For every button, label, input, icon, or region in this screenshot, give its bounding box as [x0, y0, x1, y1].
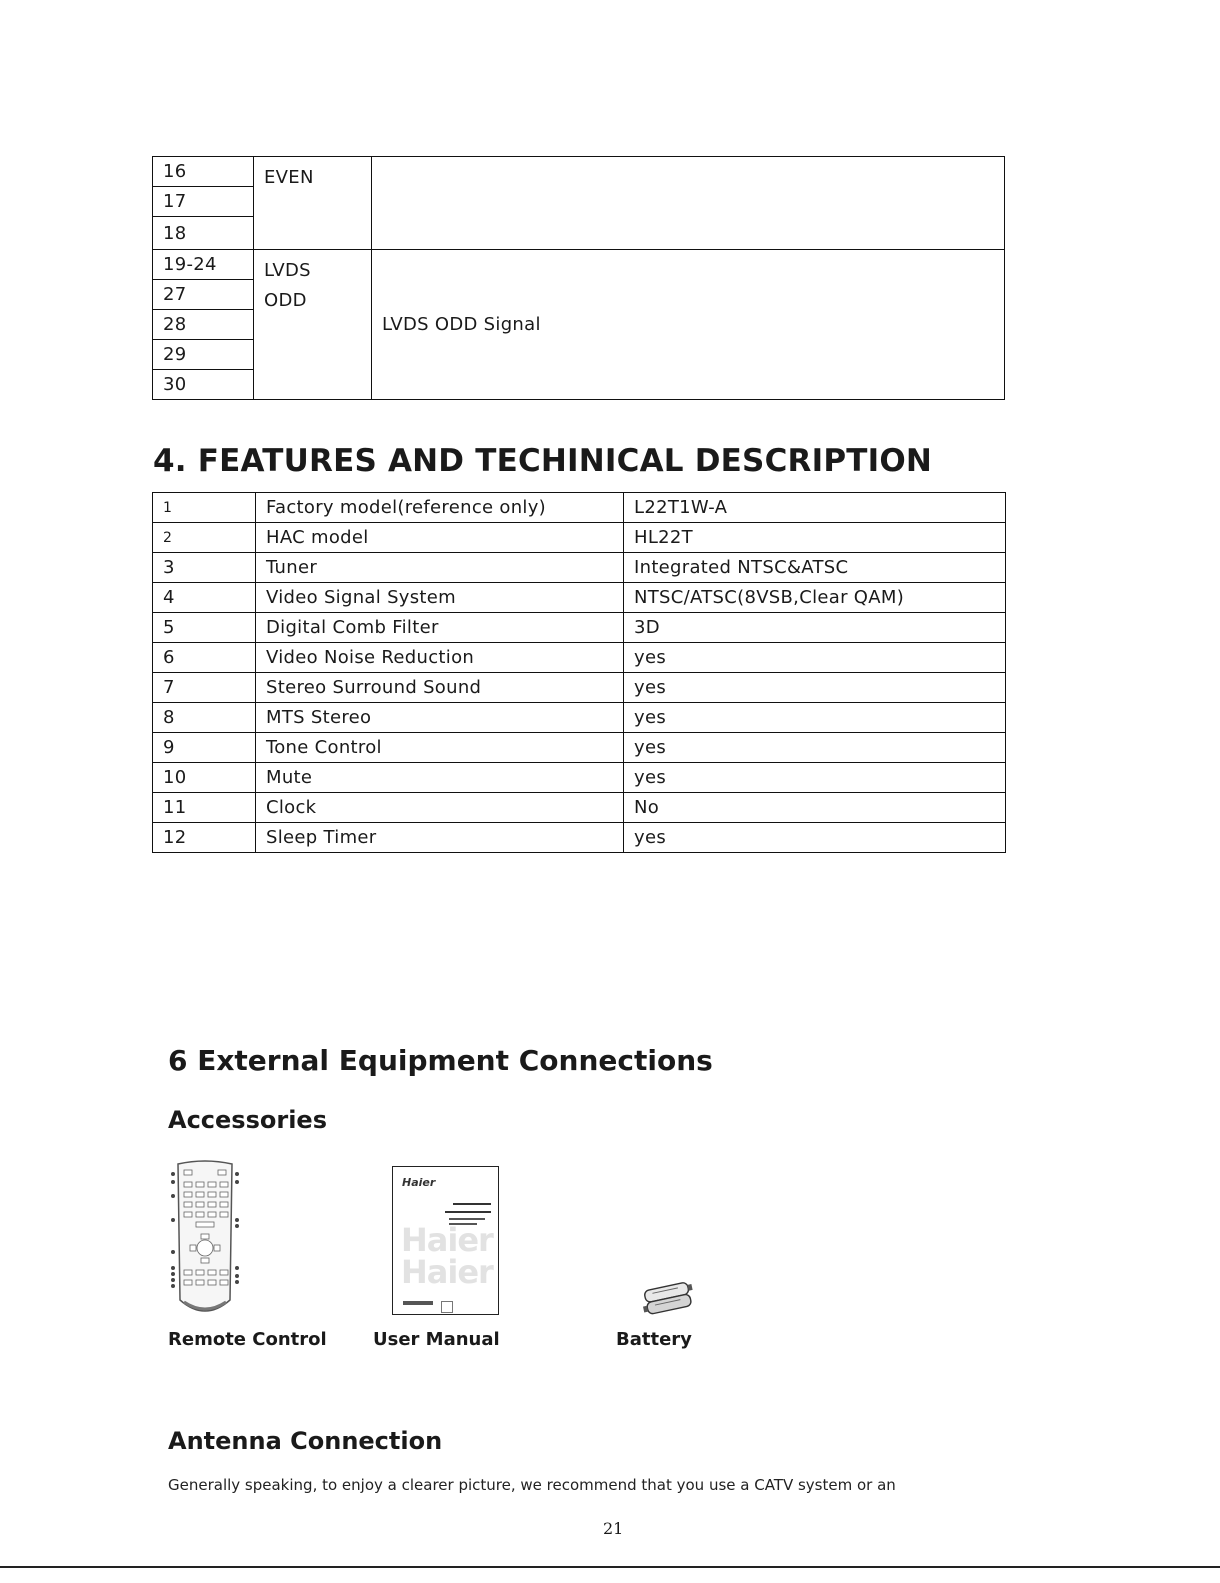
feature-name: Clock — [256, 793, 624, 823]
battery-caption: Battery — [616, 1329, 692, 1350]
features-heading: 4. FEATURES AND TECHINICAL DESCRIPTION — [153, 443, 933, 479]
feature-number: 8 — [153, 703, 256, 733]
manual-brand-small: Haier — [402, 1176, 436, 1189]
table-row — [153, 823, 1006, 853]
table-row — [153, 643, 1006, 673]
feature-name: Tuner — [256, 553, 624, 583]
user-manual-icon — [392, 1166, 499, 1315]
table-row — [153, 763, 1006, 793]
feature-value: yes — [624, 673, 1006, 703]
table-row — [153, 733, 1006, 763]
feature-name: Digital Comb Filter — [256, 613, 624, 643]
external-connections-heading: 6 External Equipment Connections — [168, 1044, 713, 1077]
feature-number: 11 — [153, 793, 256, 823]
feature-value: Integrated NTSC&ATSC — [624, 553, 1006, 583]
feature-name: Tone Control — [256, 733, 624, 763]
remote-control-caption: Remote Control — [168, 1329, 327, 1350]
feature-number: 4 — [153, 583, 256, 613]
table-row — [153, 553, 1006, 583]
feature-name: HAC model — [256, 523, 624, 553]
feature-name: Sleep Timer — [256, 823, 624, 853]
table-row — [153, 523, 1006, 553]
pin-assignment-table — [152, 156, 1005, 400]
feature-name: Factory model(reference only) — [256, 493, 624, 523]
feature-name: Mute — [256, 763, 624, 793]
feature-name: Stereo Surround Sound — [256, 673, 624, 703]
pin-number: 28 — [153, 310, 254, 340]
table-row — [153, 157, 1005, 187]
page-bottom-rule — [0, 1566, 1220, 1568]
accessories-heading: Accessories — [168, 1106, 327, 1134]
feature-value: L22T1W-A — [624, 493, 1006, 523]
feature-value: yes — [624, 763, 1006, 793]
feature-number: 3 — [153, 553, 256, 583]
feature-name: Video Signal System — [256, 583, 624, 613]
feature-value: yes — [624, 643, 1006, 673]
feature-value: NTSC/ATSC(8VSB,Clear QAM) — [624, 583, 1006, 613]
antenna-heading: Antenna Connection — [168, 1427, 443, 1455]
feature-number: 7 — [153, 673, 256, 703]
antenna-paragraph: Generally speaking, to enjoy a clearer picture, we recommend that you use a CATV system or an — [168, 1476, 896, 1494]
table-row — [153, 493, 1006, 523]
manual-footer-box — [441, 1301, 453, 1313]
table-row — [153, 613, 1006, 643]
pin-number: 29 — [153, 340, 254, 370]
pin-number: 18 — [153, 217, 254, 250]
pin-group-label: LVDS ODD — [254, 250, 372, 400]
features-table-body — [153, 493, 1006, 853]
user-manual-caption: User Manual — [373, 1329, 500, 1350]
table-row — [153, 793, 1006, 823]
feature-value: HL22T — [624, 523, 1006, 553]
manual-line — [453, 1203, 491, 1205]
table-row — [153, 583, 1006, 613]
manual-brand-watermark: Haier — [401, 1221, 493, 1259]
feature-number: 6 — [153, 643, 256, 673]
manual-footer-mark — [403, 1301, 433, 1305]
pin-number: 19-24 — [153, 250, 254, 280]
pin-number: 30 — [153, 370, 254, 400]
feature-name: Video Noise Reduction — [256, 643, 624, 673]
feature-value: yes — [624, 823, 1006, 853]
feature-number: 10 — [153, 763, 256, 793]
pin-number: 27 — [153, 280, 254, 310]
feature-value: yes — [624, 703, 1006, 733]
pin-group-label: EVEN — [254, 157, 372, 250]
feature-name: MTS Stereo — [256, 703, 624, 733]
feature-value: 3D — [624, 613, 1006, 643]
feature-number: 5 — [153, 613, 256, 643]
feature-value: No — [624, 793, 1006, 823]
page-number: 21 — [603, 1519, 624, 1538]
manual-line — [449, 1218, 485, 1220]
manual-brand-watermark: Haier — [401, 1253, 493, 1291]
table-row — [153, 703, 1006, 733]
table-row — [153, 673, 1006, 703]
pin-number: 16 — [153, 157, 254, 187]
pin-group-description: LVDS ODD Signal — [372, 250, 1005, 400]
remote-control-icon — [170, 1160, 240, 1318]
feature-value: yes — [624, 733, 1006, 763]
manual-line — [445, 1211, 491, 1213]
features-table — [152, 492, 1006, 853]
pin-number: 17 — [153, 187, 254, 217]
feature-number: 9 — [153, 733, 256, 763]
feature-number: 1 — [153, 493, 256, 523]
pin-group-description — [372, 157, 1005, 250]
battery-icon — [640, 1280, 698, 1318]
feature-number: 12 — [153, 823, 256, 853]
table-row — [153, 250, 1005, 280]
feature-number: 2 — [153, 523, 256, 553]
